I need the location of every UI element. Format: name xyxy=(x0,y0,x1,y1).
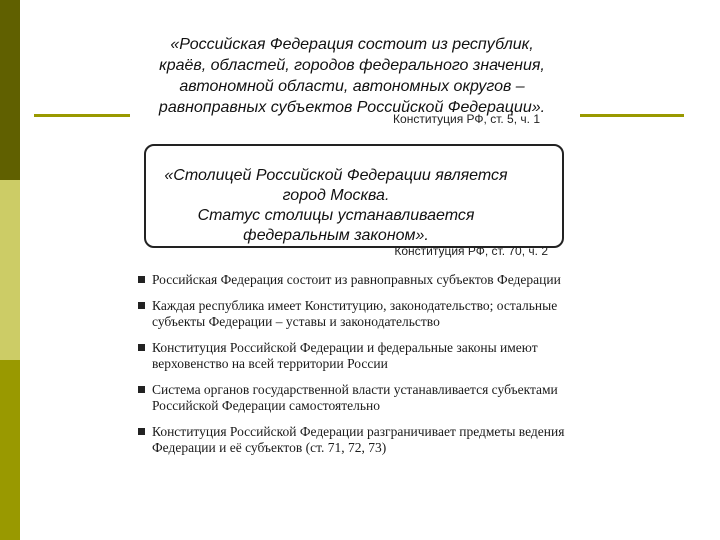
quote-line: федеральным законом». xyxy=(243,227,429,244)
theses-list xyxy=(138,272,574,466)
quote-line: равноправных субъектов Российской Федерации». xyxy=(158,99,546,116)
quote-line: «Российская Федерация состоит из республик, xyxy=(170,36,534,53)
constitution-quote-art70 xyxy=(146,166,526,246)
thesis-text: Российская Федерация состоит из равноправных субъектов Федерации xyxy=(152,272,561,287)
accent-rule-left xyxy=(34,114,130,117)
quote-line: Статус столицы устанавливается xyxy=(197,207,475,224)
citation-art5: Конституция РФ, ст. 5, ч. 1 xyxy=(393,112,540,126)
left-stripe-light xyxy=(0,180,20,360)
square-bullet-icon xyxy=(138,276,145,283)
square-bullet-icon xyxy=(138,302,145,309)
capital-quote-box xyxy=(144,144,564,258)
quote-line: город Москва. xyxy=(282,187,390,204)
left-stripe-dark xyxy=(0,0,20,180)
thesis-text: Конституция Российской Федерации и федеральные законы имеют верховенство на всей территории России xyxy=(152,340,538,371)
list-item xyxy=(138,272,574,288)
square-bullet-icon xyxy=(138,428,145,435)
thesis-text: Конституция Российской Федерации разграничивает предметы ведения Федерации и её субъектов (ст. 71, 72, 73) xyxy=(152,424,565,455)
square-bullet-icon xyxy=(138,344,145,351)
thesis-text: Система органов государственной власти устанавливается субъектами Российской Федерации самостоятельно xyxy=(152,382,558,413)
citation-art70: Конституция РФ, ст. 70, ч. 2 xyxy=(394,244,548,258)
quote-line: краёв, областей, городов федерального значения, xyxy=(159,57,545,74)
list-item xyxy=(138,424,574,456)
accent-rule-right xyxy=(580,114,684,117)
scanned-page xyxy=(132,20,580,540)
list-item xyxy=(138,340,574,372)
square-bullet-icon xyxy=(138,386,145,393)
list-item xyxy=(138,382,574,414)
quote-line: автономной области, автономных округов – xyxy=(179,78,525,95)
list-item xyxy=(138,298,574,330)
thesis-text: Каждая республика имеет Конституцию, законодательство; остальные субъекты Федерации – уставы и законодательство xyxy=(152,298,558,329)
quote-line: «Столицей Российской Федерации является xyxy=(164,167,508,184)
left-stripe-mid xyxy=(0,360,20,540)
constitution-quote-art5 xyxy=(142,34,562,118)
